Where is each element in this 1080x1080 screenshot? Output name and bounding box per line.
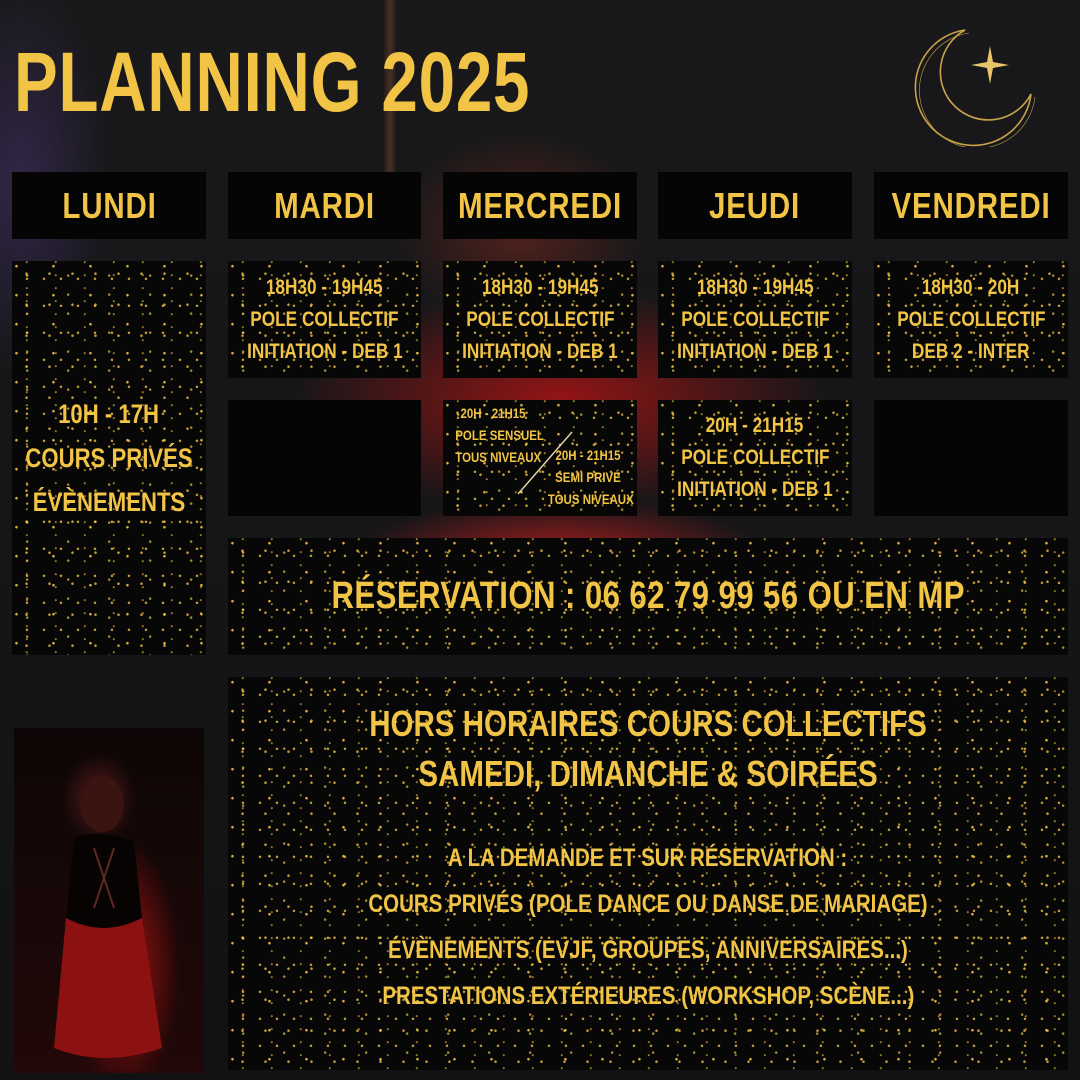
info-line: PRESTATIONS EXTÉRIEURES (WORKSHOP, SCÈNE...): [382, 982, 914, 1010]
slot-jeudi-2: [658, 400, 852, 516]
day-label: MARDI: [274, 184, 375, 226]
section-title: HORS HORAIRES COURS COLLECTIFS: [369, 703, 927, 744]
day-header-mercredi: [443, 172, 637, 239]
slot-course: POLE COLLECTIF: [680, 307, 830, 331]
slot-course: POLE SENSUEL: [455, 427, 544, 443]
info-line: ÉVÈNEMENTS (EVJF, GROUPES, ANNIVERSAIRES...): [388, 936, 908, 964]
day-label: JEUDI: [709, 184, 801, 226]
slot-course: POLE COLLECTIF: [465, 307, 615, 331]
info-line: COURS PRIVÉS (POLE DANCE OU DANSE DE MARIAGE): [368, 890, 928, 918]
slot-level: INITIATION - DEB 1: [677, 339, 833, 363]
slot-level: DEB 2 - INTER: [912, 339, 1030, 363]
day-header-vendredi: [874, 172, 1068, 239]
slot-mardi-2-empty: [228, 400, 421, 516]
dancer-photo: [14, 728, 204, 1073]
slot-course: COURS PRIVÉS: [25, 443, 193, 473]
lundi-slot: [12, 261, 206, 655]
section-subtitle: SAMEDI, DIMANCHE & SOIRÉES: [418, 753, 878, 794]
hors-horaires-panel: [228, 677, 1068, 1070]
slot-jeudi-1: [658, 261, 852, 378]
slot-level: INITIATION - DEB 1: [677, 478, 833, 501]
reservation-text: RÉSERVATION : 06 62 79 99 56 OU EN MP: [331, 575, 965, 617]
page-title: PLANNING 2025: [14, 35, 531, 129]
slot-mardi-1: [228, 261, 421, 378]
slot-vendredi-2-empty: [874, 400, 1068, 516]
day-label: VENDREDI: [891, 184, 1051, 226]
split-divider: [510, 428, 580, 498]
slot-time: 10H - 17H: [58, 399, 160, 429]
info-line: A LA DEMANDE ET SUR RÉSERVATION :: [448, 844, 848, 872]
slot-course: POLE COLLECTIF: [896, 307, 1046, 331]
slot-course: POLE COLLECTIF: [250, 307, 399, 331]
day-header-mardi: [228, 172, 421, 239]
slot-time: 20H - 21H15: [460, 405, 526, 421]
slot-time: 18H30 - 20H: [922, 275, 1020, 299]
slot-vendredi-1: [874, 261, 1068, 378]
slot-time: 18H30 - 19H45: [696, 275, 814, 299]
slot-mercredi-1: [443, 261, 637, 378]
dancer-silhouette: [54, 768, 164, 1058]
slot-course: POLE COLLECTIF: [680, 446, 830, 469]
slot-time: 18H30 - 19H45: [266, 275, 383, 299]
slot-time: 18H30 - 19H45: [481, 275, 599, 299]
day-header-jeudi: [658, 172, 852, 239]
slot-time: 20H - 21H15: [706, 414, 804, 437]
day-label: MERCREDI: [458, 184, 623, 226]
slot-level: TOUS NIVEAUX: [455, 449, 542, 465]
reservation-banner: [228, 538, 1068, 655]
slot-course: ÉVÈNEMENTS: [32, 487, 186, 517]
day-header-lundi: [12, 172, 206, 239]
day-label: LUNDI: [61, 184, 157, 226]
slot-level: INITIATION - DEB 1: [462, 339, 618, 363]
slot-time: 20H - 21H15: [555, 447, 621, 463]
crescent-moon-star-icon: [905, 22, 1040, 147]
slot-level: INITIATION - DEB 1: [246, 339, 403, 363]
slot-course: SEMI PRIVÉ: [555, 469, 621, 485]
slot-level: TOUS NIVEAUX: [547, 491, 634, 507]
